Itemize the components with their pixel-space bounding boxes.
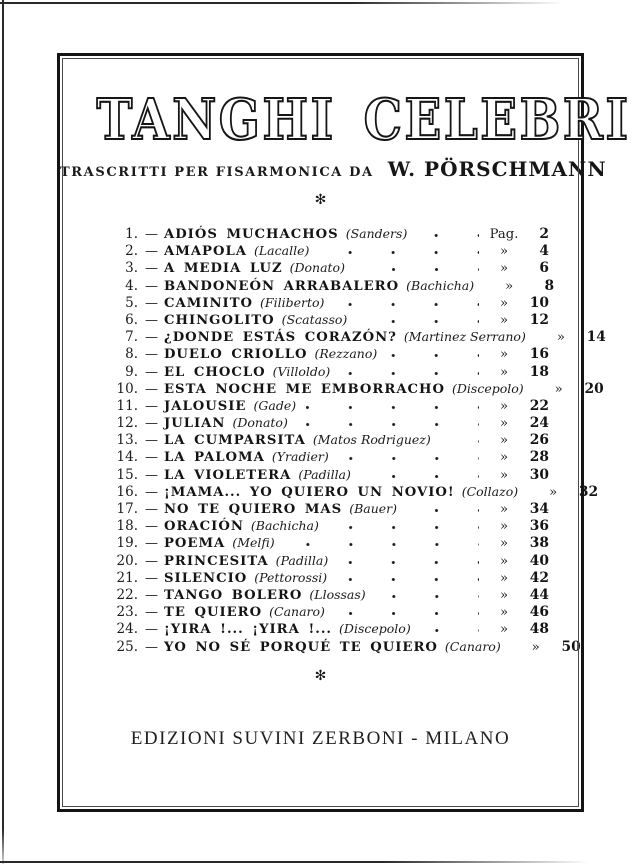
entry-composer: ( Melfi ) bbox=[232, 535, 274, 550]
page-marker: » bbox=[499, 398, 509, 414]
dot-leader bbox=[361, 474, 479, 479]
entry-page-number: 24 bbox=[529, 415, 549, 432]
entry-page-number: 40 bbox=[529, 552, 549, 569]
entry-composer: ( Scatasso ) bbox=[282, 312, 348, 327]
entry-number: 18. bbox=[116, 518, 138, 535]
dot-leader bbox=[376, 594, 479, 599]
page-marker: » bbox=[499, 261, 509, 277]
entry-composer: ( Canaro ) bbox=[445, 639, 501, 654]
entry-dash: — bbox=[145, 605, 158, 621]
toc-entry-row bbox=[104, 449, 549, 466]
dot-leader bbox=[329, 525, 479, 530]
toc-entry-row bbox=[104, 570, 549, 587]
entry-dash: — bbox=[145, 502, 158, 517]
entry-page-number: 34 bbox=[529, 501, 549, 517]
entry-dash: — bbox=[145, 295, 158, 311]
entry-dash: — bbox=[145, 587, 158, 603]
page-marker: » bbox=[531, 639, 540, 655]
dot-leader bbox=[298, 422, 479, 427]
entry-page-number: 44 bbox=[529, 586, 549, 603]
page-marker: » bbox=[499, 416, 509, 432]
scan-edge-line-top bbox=[0, 2, 640, 4]
page-marker: » bbox=[499, 502, 509, 517]
entry-page-number: 2 bbox=[539, 226, 549, 242]
toc-entry-row bbox=[104, 277, 555, 295]
toc-entry-row bbox=[104, 432, 549, 449]
entry-number: 1. bbox=[125, 226, 138, 242]
entry-page-number: 18 bbox=[529, 363, 549, 380]
entry-number: 20. bbox=[116, 552, 138, 569]
entry-title: ESTA NOCHE ME EMBORRACHO bbox=[164, 381, 445, 397]
scan-edge-line-left bbox=[2, 0, 4, 864]
entry-dash: — bbox=[145, 433, 158, 449]
decorative-double-frame bbox=[57, 53, 631, 812]
entry-dash: — bbox=[145, 416, 158, 432]
entry-composer: ( Lacalle ) bbox=[254, 243, 309, 258]
dot-leader bbox=[339, 456, 479, 461]
entry-composer: ( Collazo ) bbox=[462, 484, 518, 499]
publisher-imprint: EDIZIONI SUVINI ZERBONI - MILANO bbox=[130, 727, 511, 749]
entry-number: 4. bbox=[125, 277, 138, 294]
entry-dash: — bbox=[145, 622, 158, 638]
entry-title: CAMINITO bbox=[164, 295, 254, 311]
entry-title: BANDONEÓN ARRABALERO bbox=[164, 278, 400, 294]
dot-leader bbox=[334, 302, 479, 307]
entry-title: TE QUIERO bbox=[164, 605, 263, 621]
page-marker: » bbox=[499, 605, 509, 621]
entry-title: ORACIÓN bbox=[164, 519, 244, 535]
dot-leader bbox=[319, 250, 479, 255]
entry-dash: — bbox=[145, 381, 158, 397]
dot-leader bbox=[407, 508, 479, 513]
entry-dash: — bbox=[145, 312, 158, 328]
entry-dash: — bbox=[145, 278, 158, 294]
toc-entry-row bbox=[104, 260, 549, 277]
dot-leader bbox=[338, 560, 479, 565]
entry-composer: ( Filiberto ) bbox=[260, 295, 324, 310]
entry-number: 14. bbox=[116, 449, 138, 466]
dot-leader bbox=[337, 577, 479, 582]
page-marker: » bbox=[499, 570, 509, 586]
entry-dash: — bbox=[145, 347, 158, 363]
dot-leader bbox=[441, 439, 479, 444]
entry-title: EL CHOCLO bbox=[164, 364, 266, 380]
entry-page-number: 16 bbox=[529, 346, 549, 363]
dot-leader bbox=[387, 353, 479, 358]
page-marker: » bbox=[499, 553, 509, 569]
entry-number: 12. bbox=[116, 415, 138, 432]
page-marker: Pag. bbox=[489, 227, 519, 242]
subtitle bbox=[60, 157, 607, 184]
entry-number: 3. bbox=[125, 260, 138, 277]
entry-composer: ( Donato ) bbox=[290, 260, 345, 275]
toc-entry-row bbox=[104, 312, 549, 329]
entry-dash: — bbox=[145, 244, 158, 260]
entry-number: 17. bbox=[116, 501, 138, 517]
entry-title: JALOUSIE bbox=[164, 398, 247, 414]
page-marker: » bbox=[499, 450, 509, 466]
page-marker: » bbox=[549, 484, 558, 500]
arranger-name: W. PÖRSCHMANN bbox=[387, 157, 607, 181]
dot-leader bbox=[357, 319, 479, 324]
toc-entry-row bbox=[104, 364, 549, 381]
entry-dash: — bbox=[145, 450, 158, 466]
entry-composer: ( Sanders ) bbox=[346, 226, 408, 241]
entry-number: 8. bbox=[125, 346, 138, 363]
page-marker: » bbox=[556, 330, 565, 346]
entry-composer: ( Donato ) bbox=[232, 415, 287, 430]
entry-number: 7. bbox=[125, 329, 138, 346]
entry-number: 9. bbox=[125, 363, 138, 380]
entry-dash: — bbox=[145, 398, 158, 414]
entry-page-number: 30 bbox=[529, 466, 549, 483]
entry-composer: ( Pettorossi ) bbox=[254, 570, 327, 585]
toc-entry-row bbox=[104, 604, 549, 621]
entry-composer: ( Gade ) bbox=[253, 398, 296, 413]
toc-entry-row bbox=[104, 501, 549, 518]
table-of-contents bbox=[60, 226, 606, 656]
entry-number: 19. bbox=[116, 535, 138, 552]
entry-number: 21. bbox=[116, 569, 138, 586]
entry-title: SILENCIO bbox=[164, 570, 248, 586]
dot-leader bbox=[340, 371, 479, 376]
entry-title: AMAPOLA bbox=[164, 244, 247, 260]
entry-page-number: 48 bbox=[529, 621, 549, 638]
entry-composer: ( Matos Rodriguez ) bbox=[313, 432, 431, 447]
entry-dash: — bbox=[145, 330, 158, 346]
entry-dash: — bbox=[145, 484, 158, 500]
toc-entry-row bbox=[104, 467, 549, 484]
page-marker: » bbox=[499, 347, 509, 363]
entry-number: 2. bbox=[125, 243, 138, 260]
entry-dash: — bbox=[145, 553, 158, 569]
entry-title: DUELO CRIOLLO bbox=[164, 347, 308, 363]
entry-title: ¡YIRA !... ¡YIRA !... bbox=[164, 622, 333, 638]
entry-page-number: 14 bbox=[586, 329, 606, 346]
entry-title: POEMA bbox=[164, 536, 226, 552]
page-marker: » bbox=[499, 519, 509, 535]
subtitle-text: TRASCRITTI PER FISARMONICA DA bbox=[60, 165, 374, 180]
entry-page-number: 20 bbox=[584, 380, 604, 397]
entry-title: JULIAN bbox=[164, 416, 226, 432]
page-title: TANGHI CELEBRI bbox=[96, 87, 631, 153]
entry-composer: ( Padilla ) bbox=[298, 467, 351, 482]
entry-composer: ( Yradier ) bbox=[272, 449, 329, 464]
entry-number: 13. bbox=[116, 432, 138, 449]
entry-composer: ( Bauer ) bbox=[349, 501, 397, 516]
entry-number: 6. bbox=[125, 311, 138, 328]
entry-page-number: 8 bbox=[544, 277, 555, 294]
entry-page-number: 38 bbox=[529, 535, 549, 552]
entry-title: CHINGOLITO bbox=[164, 312, 275, 328]
page-marker: » bbox=[499, 295, 509, 311]
dot-leader bbox=[285, 542, 479, 547]
page-marker: » bbox=[499, 622, 509, 638]
entry-page-number: 4 bbox=[539, 243, 549, 260]
entry-number: 11. bbox=[116, 397, 138, 414]
toc-entry-row bbox=[104, 621, 549, 638]
entry-composer: ( Bachicha ) bbox=[406, 278, 474, 293]
entry-composer: ( Discepolo ) bbox=[452, 381, 524, 396]
entry-title: ¿DONDE ESTÁS CORAZÓN? bbox=[164, 330, 397, 346]
scan-edge-line-bottom bbox=[0, 861, 640, 863]
entry-composer: ( Canaro ) bbox=[269, 604, 325, 619]
toc-entry-row bbox=[104, 553, 549, 570]
entry-dash: — bbox=[145, 570, 158, 586]
page-marker: » bbox=[505, 278, 514, 294]
entry-page-number: 36 bbox=[529, 518, 549, 535]
toc-entry-row bbox=[104, 638, 581, 656]
entry-number: 23. bbox=[116, 604, 138, 621]
toc-entry-row bbox=[104, 243, 549, 260]
asterisk-ornament-bottom-icon: ✻ bbox=[314, 667, 327, 684]
entry-dash: — bbox=[145, 261, 158, 277]
entry-page-number: 28 bbox=[529, 449, 549, 466]
entry-page-number: 12 bbox=[529, 311, 549, 328]
entry-title: TANGO BOLERO bbox=[164, 587, 303, 603]
entry-page-number: 22 bbox=[529, 397, 549, 414]
entry-title: LA VIOLETERA bbox=[164, 467, 292, 483]
entry-title: LA PALOMA bbox=[164, 450, 265, 466]
entry-composer: ( Discepolo ) bbox=[339, 621, 411, 636]
entry-title: A MEDIA LUZ bbox=[164, 261, 283, 277]
toc-entry-row bbox=[104, 226, 549, 243]
page-marker: » bbox=[499, 467, 509, 483]
entry-number: 22. bbox=[116, 586, 138, 603]
page-marker: » bbox=[499, 312, 509, 328]
entry-number: 5. bbox=[125, 294, 138, 311]
dot-leader bbox=[421, 628, 479, 633]
asterisk-ornament-top-icon: ✻ bbox=[314, 192, 327, 208]
entry-composer: ( Villoldo ) bbox=[273, 364, 331, 379]
entry-title: LA CUMPARSITA bbox=[164, 433, 306, 449]
entry-number: 15. bbox=[116, 466, 138, 483]
entry-title: PRINCESITA bbox=[164, 553, 269, 569]
page-marker: » bbox=[499, 536, 509, 552]
dot-leader bbox=[355, 267, 479, 272]
entry-dash: — bbox=[145, 519, 158, 535]
entry-number: 10. bbox=[116, 380, 138, 397]
page-marker: » bbox=[499, 433, 509, 449]
entry-composer: ( Bachicha ) bbox=[251, 518, 319, 533]
toc-entry-row bbox=[104, 587, 549, 604]
entry-title: ADIÓS MUCHACHOS bbox=[164, 227, 339, 242]
page-marker: » bbox=[499, 364, 509, 380]
entry-composer: ( Martinez Serrano ) bbox=[404, 329, 526, 344]
toc-entry-row bbox=[104, 535, 549, 552]
toc-entry-row bbox=[104, 483, 599, 501]
toc-entry-row bbox=[104, 415, 549, 432]
entry-number: 25. bbox=[116, 638, 138, 655]
entry-page-number: 10 bbox=[529, 294, 549, 311]
entry-page-number: 46 bbox=[529, 604, 549, 621]
entry-title: NO TE QUIERO MAS bbox=[164, 502, 343, 517]
entry-dash: — bbox=[145, 467, 158, 483]
entry-page-number: 32 bbox=[578, 483, 599, 500]
entry-dash: — bbox=[145, 639, 158, 655]
entry-number: 24. bbox=[116, 621, 138, 638]
entry-number: 16. bbox=[116, 483, 138, 500]
toc-entry-row bbox=[104, 398, 549, 415]
entry-dash: — bbox=[145, 536, 158, 552]
dot-leader bbox=[417, 233, 479, 238]
entry-page-number: 42 bbox=[529, 569, 549, 586]
toc-entry-row bbox=[104, 295, 549, 312]
page-marker: » bbox=[554, 381, 563, 397]
entry-composer: ( Rezzano ) bbox=[314, 346, 377, 361]
toc-entry-row bbox=[104, 518, 549, 535]
toc-entry-row bbox=[104, 329, 606, 346]
entry-title: YO NO SÉ PORQUÉ TE QUIERO bbox=[164, 639, 438, 655]
entry-page-number: 6 bbox=[539, 260, 549, 277]
entry-page-number: 50 bbox=[561, 638, 581, 655]
entry-dash: — bbox=[145, 364, 158, 380]
entry-page-number: 26 bbox=[529, 432, 549, 449]
toc-entry-row bbox=[104, 346, 549, 363]
entry-composer: ( Llossas ) bbox=[309, 587, 365, 602]
entry-title: ¡MAMA... YO QUIERO UN NOVIO! bbox=[164, 484, 455, 500]
dot-leader bbox=[335, 611, 479, 616]
entry-composer: ( Padilla ) bbox=[276, 553, 329, 568]
page-marker: » bbox=[499, 244, 509, 260]
masthead bbox=[60, 56, 631, 208]
dot-leader bbox=[306, 405, 479, 410]
entry-dash: — bbox=[145, 227, 158, 242]
page-marker: » bbox=[499, 587, 509, 603]
toc-entry-row bbox=[104, 380, 604, 398]
